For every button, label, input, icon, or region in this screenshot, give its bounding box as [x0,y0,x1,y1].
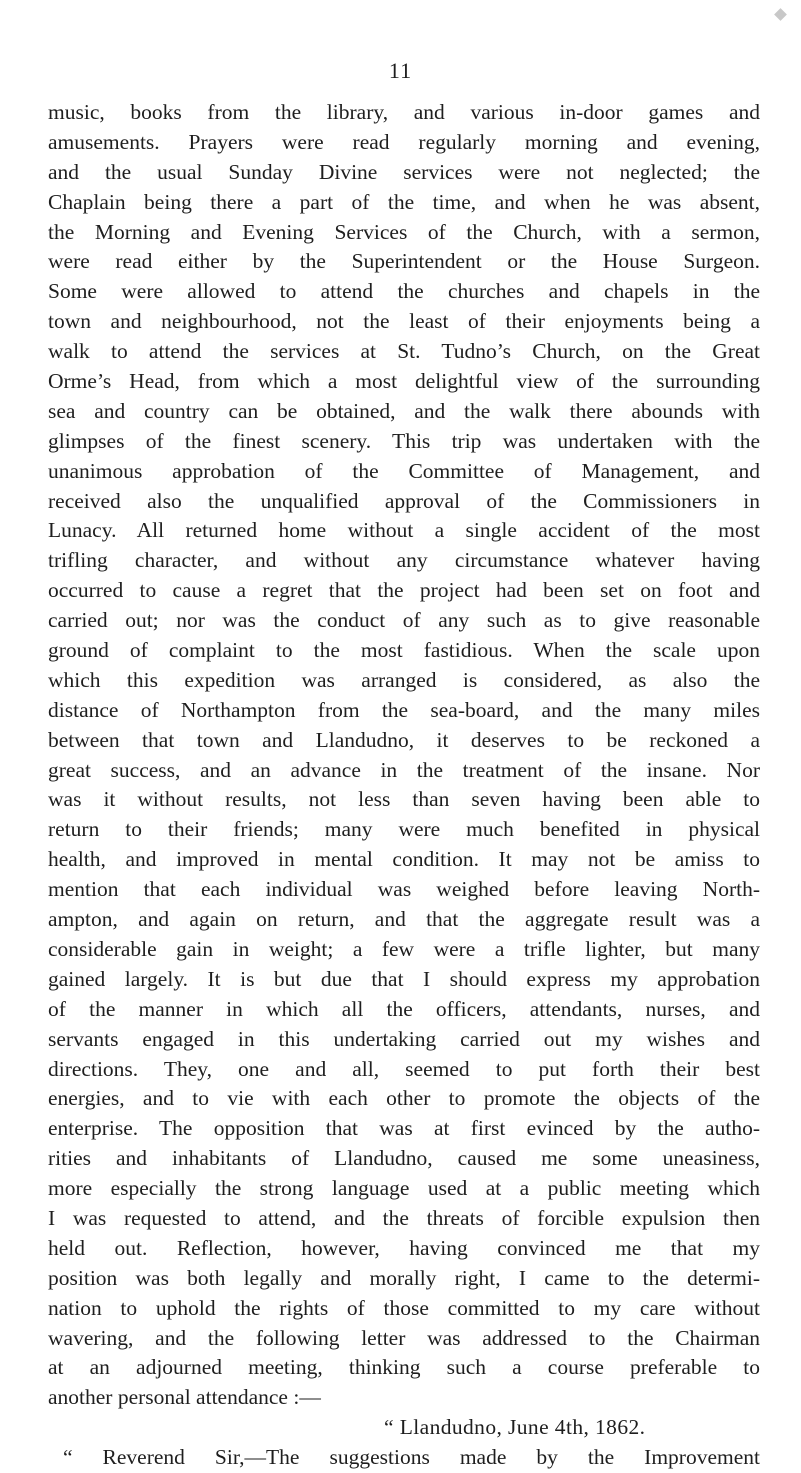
text-line: nation to uphold the rights of those committed to my care without [48,1295,760,1320]
text-line: amusements. Prayers were read regularly morning and evening, [48,129,760,154]
text-line: Lunacy. All returned home without a single accident of the most [48,518,760,543]
text-line: health, and improved in mental condition. It may not be amiss to [48,847,760,872]
text-line: music, books from the library, and various in-door games and [48,100,760,124]
text-line: sea and country can be obtained, and the walk there abounds with [48,398,760,423]
text-line: walk to attend the services at St. Tudno’s Church, on the Great [48,339,760,364]
corner-mark [774,8,787,21]
text-line: position was both legally and morally right, I came to the determi- [48,1265,760,1290]
text-line: at an adjourned meeting, thinking such a course preferable to [48,1355,760,1380]
text-line: trifling character, and without any circumstance whatever having [48,548,760,573]
text-line: Some were allowed to attend the churches and chapels in the [48,279,760,304]
text-line: servants engaged in this undertaking carried out my wishes and [48,1026,760,1051]
letter-dateline: “ Llandudno, June 4th, 1862. [384,1415,646,1440]
text-line: occurred to cause a regret that the project had been set on foot and [48,578,760,603]
text-line: received also the unqualified approval of the Commissioners in [48,488,760,513]
text-line: Orme’s Head, from which a most delightful view of the surrounding [48,369,760,394]
body-text [48,98,760,1473]
text-line: more especially the strong language used at a public meeting which [48,1176,760,1201]
letter-salutation: “ Reverend Sir,—The suggestions made by the Improvement [63,1445,760,1470]
text-line: enterprise. The opposition that was at first evinced by the autho- [48,1116,760,1141]
text-line: considerable gain in weight; a few were a trifle lighter, but many [48,936,760,961]
text-line: carried out; nor was the conduct of any such as to give reasonable [48,608,760,633]
text-line: mention that each individual was weighed before leaving North- [48,877,760,902]
text-line: ampton, and again on return, and that the aggregate result was a [48,907,760,932]
text-line: Chaplain being there a part of the time, and when he was absent, [48,189,760,214]
text-line: and the usual Sunday Divine services were not neglected; the [48,159,760,184]
text-line: were read either by the Superintendent or the House Surgeon. [48,249,760,274]
text-line: town and neighbourhood, not the least of their enjoyments being a [48,309,760,334]
text-line: between that town and Llandudno, it deserves to be reckoned a [48,727,760,752]
text-line: return to their friends; many were much benefited in physical [48,817,760,842]
page-number: 11 [388,58,413,83]
text-line: gained largely. It is but due that I should express my approbation [48,966,760,991]
text-line: great success, and an advance in the treatment of the insane. Nor [48,757,760,782]
text-line: glimpses of the finest scenery. This trip was undertaken with the [48,428,760,453]
text-line: ground of complaint to the most fastidious. When the scale upon [48,638,760,663]
text-line: of the manner in which all the officers, attendants, nurses, and [48,996,760,1021]
text-line: another personal attendance :— [48,1385,321,1410]
text-line: distance of Northampton from the sea-board, and the many miles [48,697,760,722]
text-line: rities and inhabitants of Llandudno, caused me some uneasiness, [48,1146,760,1171]
text-line: held out. Reflection, however, having convinced me that my [48,1235,760,1260]
text-line: energies, and to vie with each other to promote the objects of the [48,1086,760,1111]
text-line: directions. They, one and all, seemed to put forth their best [48,1056,760,1081]
text-line: was it without results, not less than seven having been able to [48,787,760,812]
text-line: the Morning and Evening Services of the Church, with a sermon, [48,219,760,244]
text-line: which this expedition was arranged is considered, as also the [48,667,760,692]
text-line: wavering, and the following letter was addressed to the Chairman [48,1325,760,1350]
text-line: unanimous approbation of the Committee of Management, and [48,458,760,483]
text-line: I was requested to attend, and the threats of forcible expulsion then [48,1205,760,1230]
